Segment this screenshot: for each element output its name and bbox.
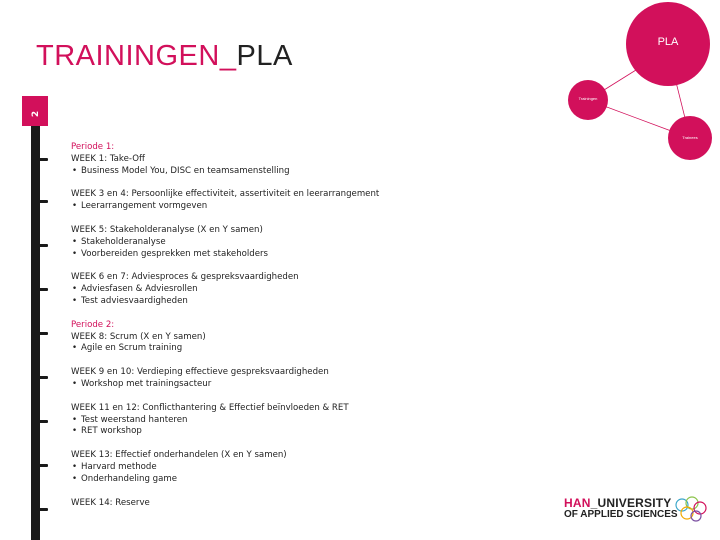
bubble-small-2-label: Trainees (682, 135, 698, 140)
list-item: • Harvard methode (71, 462, 571, 474)
week-block (71, 367, 571, 391)
week-heading: WEEK 9 en 10: Verdieping effectieve gespreksvaardigheden (71, 367, 329, 378)
list-item: • Onderhandeling game (71, 474, 571, 486)
week-heading: WEEK 14: Reserve (71, 497, 150, 508)
bubble-small-1-label: Trainingen (578, 96, 598, 101)
list-item: • Test adviesvaardigheden (71, 296, 571, 308)
list-item: • Stakeholderanalyse (71, 237, 571, 249)
week-heading: WEEK 11 en 12: Conflicthantering & Effectief beïnvloeden & RET (71, 402, 349, 413)
list-item: • Business Model You, DISC en teamsamenstelling (71, 166, 571, 178)
week-block (71, 225, 571, 260)
brain-graphic-icon (672, 495, 710, 523)
han-logo (560, 495, 710, 525)
period-label: Periode 1: (71, 142, 115, 152)
logo-university: _UNIVERSITY (590, 496, 672, 510)
week-items (71, 166, 571, 178)
schedule-content (71, 142, 571, 521)
logo-line-2: OF APPLIED SCIENCES (564, 509, 678, 520)
period-label: Periode 2: (71, 319, 115, 330)
logo-line-1 (564, 496, 672, 510)
week-items (71, 415, 571, 439)
page-number: 2 (31, 110, 41, 118)
list-item: • Test weerstand hanteren (71, 415, 571, 427)
list-item: • Adviesfasen & Adviesrollen (71, 284, 571, 296)
bubble-main-label: PLA (657, 36, 679, 48)
week-block (71, 272, 571, 307)
page-title (36, 40, 293, 73)
week-items (71, 237, 571, 261)
week-block (71, 189, 571, 213)
week-items (71, 379, 571, 391)
week-heading: WEEK 6 en 7: Adviesproces & gespreksvaardigheden (71, 272, 299, 283)
week-heading: WEEK 8: Scrum (X en Y samen) (71, 331, 206, 342)
week-items (71, 201, 571, 213)
week-block (71, 142, 571, 177)
week-heading: WEEK 1: Take-Off (71, 153, 145, 164)
timeline-bar (31, 120, 40, 540)
week-heading: WEEK 5: Stakeholderanalyse (X en Y samen) (71, 224, 263, 235)
week-block (71, 450, 571, 485)
list-item: • Leerarrangement vormgeven (71, 201, 571, 213)
week-items (71, 462, 571, 486)
page-title-accent: TRAININGEN_ (36, 40, 237, 72)
week-block (71, 498, 571, 510)
list-item: • Workshop met trainingsacteur (71, 379, 571, 391)
week-heading: WEEK 3 en 4: Persoonlijke effectiviteit, assertiviteit en leerarrangement (71, 189, 380, 200)
week-block (71, 320, 571, 355)
week-items (71, 284, 571, 308)
list-item: • RET workshop (71, 426, 571, 438)
week-items (71, 343, 571, 355)
week-heading: WEEK 13: Effectief onderhandelen (X en Y samen) (71, 450, 287, 461)
logo-han: HAN (564, 496, 591, 510)
page-title-rest: PLA (236, 40, 293, 72)
week-block (71, 403, 571, 438)
list-item: • Agile en Scrum training (71, 343, 571, 355)
list-item: • Voorbereiden gesprekken met stakeholders (71, 249, 571, 261)
